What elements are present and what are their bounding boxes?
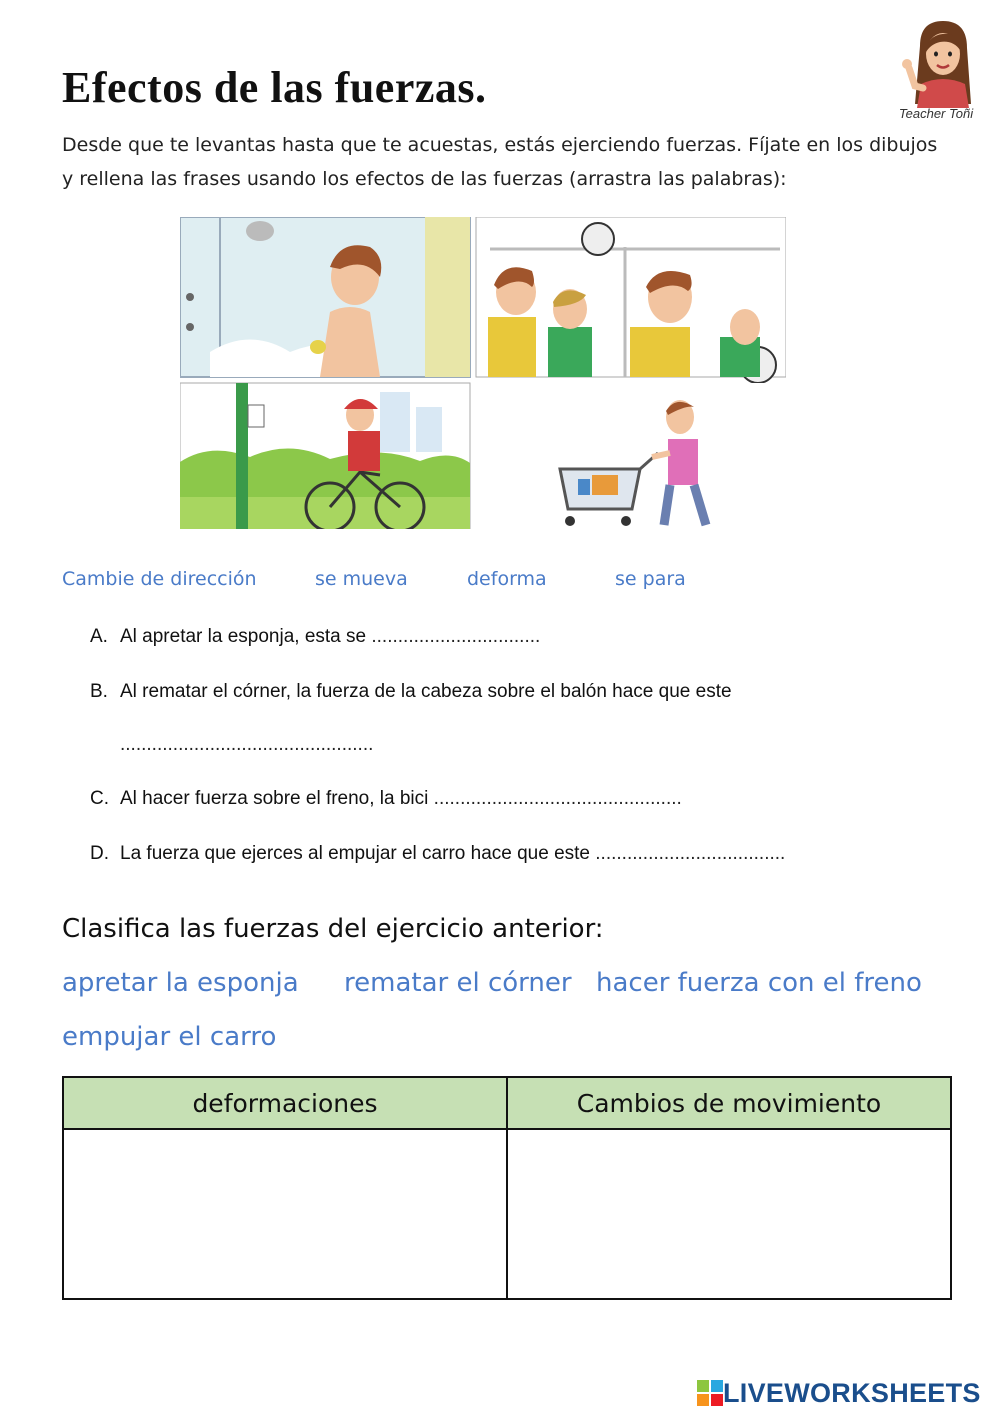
- sentence-d: [90, 843, 785, 865]
- draggable-word[interactable]: rematar el córner: [344, 968, 572, 998]
- classification-table: [62, 1076, 952, 1300]
- answer-blank[interactable]: ................................: [371, 626, 541, 647]
- sentence-c: [90, 788, 682, 810]
- sentence-a: [90, 626, 540, 648]
- brand-logo: [697, 1376, 981, 1410]
- avatar-caption: Teacher Toñi: [898, 106, 974, 121]
- page-title: Efectos de las fuerzas.: [62, 63, 487, 112]
- draggable-word[interactable]: deforma: [467, 568, 547, 590]
- drop-zone-cambios[interactable]: [507, 1129, 951, 1299]
- draggable-word[interactable]: Cambie de dirección: [62, 568, 257, 590]
- draggable-word[interactable]: se para: [615, 568, 686, 590]
- column-header-deformaciones: deformaciones: [63, 1077, 507, 1129]
- answer-blank[interactable]: ................................................: [120, 734, 374, 755]
- sentence-letter: B.: [90, 681, 108, 702]
- sentence-letter: C.: [90, 788, 109, 809]
- shower-scene: [180, 217, 470, 377]
- bike-scene: [180, 383, 470, 529]
- draggable-word[interactable]: empujar el carro: [62, 1022, 277, 1052]
- sentence-text: Al rematar el córner, la fuerza de la cabeza sobre el balón hace que este: [120, 681, 732, 702]
- sentence-letter: D.: [90, 843, 109, 864]
- sentence-b: [90, 681, 732, 703]
- answer-blank[interactable]: ...............................................: [433, 788, 682, 809]
- draggable-word[interactable]: hacer fuerza con el freno: [596, 968, 922, 998]
- liveworksheets-logo-icon: [697, 1380, 723, 1406]
- sentence-text: Al apretar la esponja, esta se: [120, 626, 372, 647]
- drop-zone-deformaciones[interactable]: [63, 1129, 507, 1299]
- answer-blank[interactable]: ....................................: [595, 843, 786, 864]
- brand-text: LIVEWORKSHEETS: [723, 1377, 981, 1408]
- football-scene: [476, 217, 786, 383]
- draggable-word[interactable]: apretar la esponja: [62, 968, 299, 998]
- intro-text: Desde que te levantas hasta que te acuestas, estás ejerciendo fuerzas. Fíjate en los dibujos y rellena las frases usando los efectos de las fuerzas (arrastra las palabras):: [62, 134, 938, 190]
- sentence-text: La fuerza que ejerces al empujar el carro hace que este: [120, 843, 596, 864]
- forces-illustration: [180, 217, 786, 529]
- column-header-cambios: Cambios de movimiento: [507, 1077, 951, 1129]
- sentence-letter: A.: [90, 626, 108, 647]
- draggable-word[interactable]: se mueva: [315, 568, 408, 590]
- sentence-text: Al hacer fuerza sobre el freno, la bici: [120, 788, 434, 809]
- section-heading: Clasifica las fuerzas del ejercicio anterior:: [62, 914, 604, 944]
- cart-scene: [476, 383, 786, 529]
- sentence-b-blank: [120, 734, 373, 756]
